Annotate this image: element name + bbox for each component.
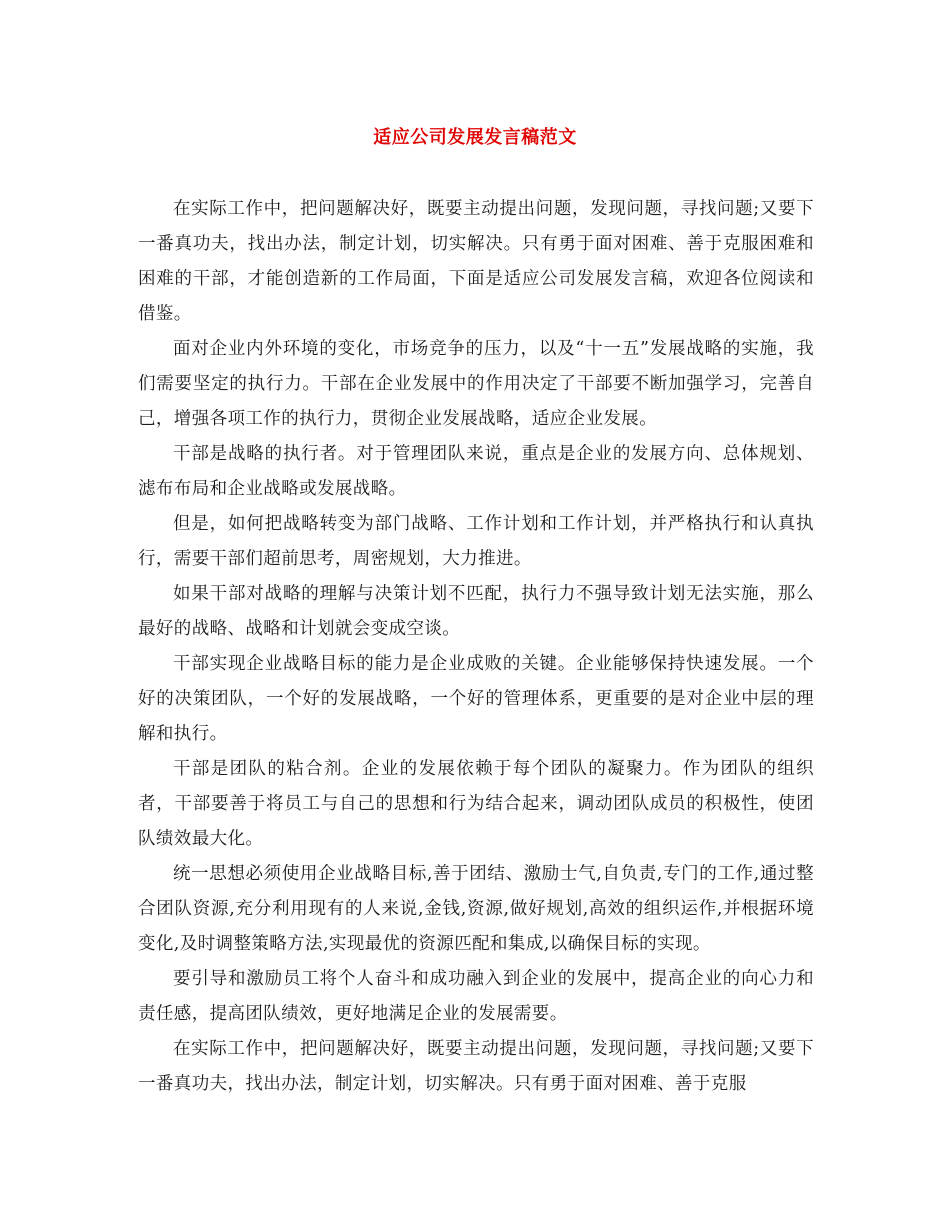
- paragraph-6: 干部实现企业战略目标的能力是企业成败的关键。企业能够保持快速发展。一个好的决策团队，一个好的发展战略，一个好的管理体系，更重要的是对企业中层的理解和执行。: [138, 654, 814, 744]
- document-title: 适应公司发展发言稿范文: [373, 127, 577, 148]
- paragraph-8: 统一思想必须使用企业战略目标,善于团结、激励士气,自负责,专门的工作,通过整合团队资源,充分利用现有的人来说,金钱,资源,做好规划,高效的组织运作,并根据环境变化,及时调整策略方法,实现最优的资源匹配和集成,以确保目标的实现。: [138, 864, 814, 954]
- paragraph-7: 干部是团队的粘合剂。企业的发展依赖于每个团队的凝聚力。作为团队的组织者，干部要善于将员工与自己的思想和行为结合起来，调动团队成员的积极性，使团队绩效最大化。: [138, 759, 814, 849]
- paragraph-3: 干部是战略的执行者。对于管理团队来说，重点是企业的发展方向、总体规划、滤布布局和企业战略或发展战略。: [138, 444, 814, 499]
- paragraph-10: 在实际工作中，把问题解决好，既要主动提出问题，发现问题，寻找问题;又要下一番真功夫，找出办法，制定计划，切实解决。只有勇于面对困难、善于克服: [138, 1039, 814, 1094]
- document-body: [138, 192, 814, 1102]
- paragraph-4: 但是，如何把战略转变为部门战略、工作计划和工作计划，并严格执行和认真执行，需要干部们超前思考，周密规划，大力推进。: [138, 514, 814, 569]
- paragraph-1: 在实际工作中，把问题解决好，既要主动提出问题，发现问题，寻找问题;又要下一番真功夫，找出办法，制定计划，切实解决。只有勇于面对困难、善于克服困难和困难的干部，才能创造新的工作局面，下面是适应公司发展发言稿，欢迎各位阅读和借鉴。: [138, 199, 814, 324]
- paragraph-5: 如果干部对战略的理解与决策计划不匹配，执行力不强导致计划无法实施，那么最好的战略、战略和计划就会变成空谈。: [138, 584, 814, 639]
- paragraph-9: 要引导和激励员工将个人奋斗和成功融入到企业的发展中，提高企业的向心力和责任感，提高团队绩效，更好地满足企业的发展需要。: [138, 969, 814, 1024]
- paragraph-2: 面对企业内外环境的变化，市场竞争的压力，以及“十一五”发展战略的实施，我们需要坚定的执行力。干部在企业发展中的作用决定了干部要不断加强学习，完善自己，增强各项工作的执行力，贯彻企业发展战略，适应企业发展。: [138, 339, 814, 429]
